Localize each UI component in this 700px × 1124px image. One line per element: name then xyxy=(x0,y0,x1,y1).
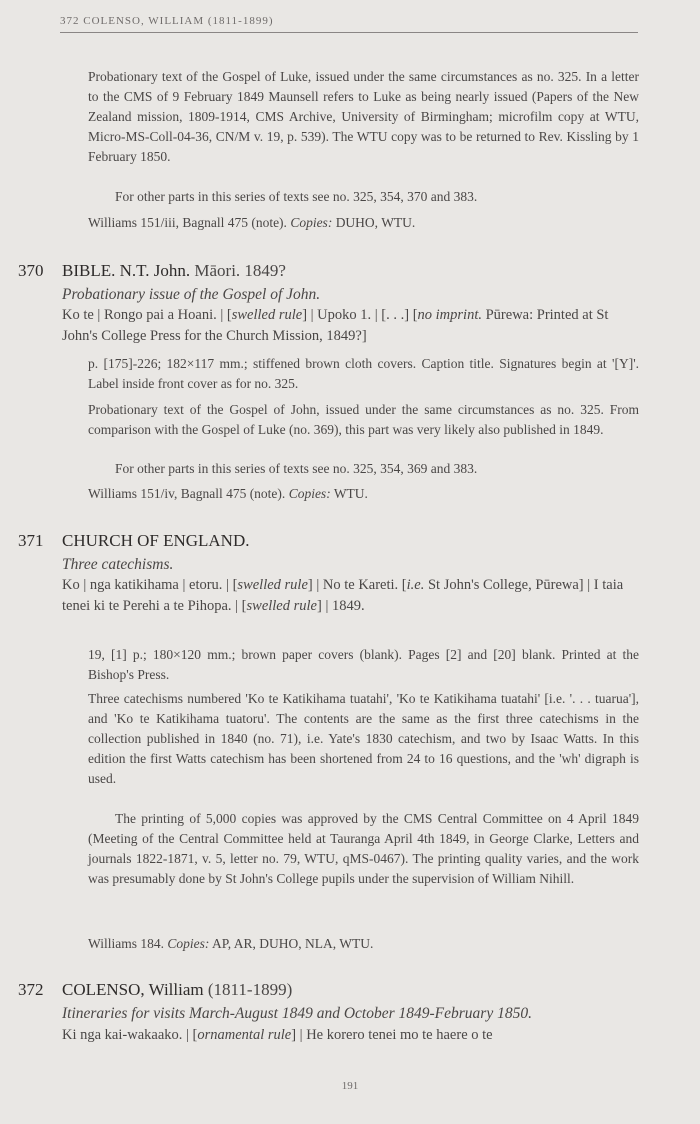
entry-369-note-2: For other parts in this series of texts see no. 325, 354, 370 and 383. xyxy=(115,189,478,204)
tp-text: ] | He korero tenei mo te haere o te xyxy=(291,1027,493,1043)
entry-heading-370 xyxy=(62,261,642,281)
entry-370-references xyxy=(88,484,639,504)
tp-imprint-note: no imprint. xyxy=(417,307,482,323)
tp-text: St John's College, Pūrewa] | I taia tenei ki te Perehi a te Pihopa. | [ xyxy=(62,577,624,614)
refs-text: Williams 151/iv, Bagnall 475 (note). xyxy=(88,486,289,501)
entry-number-372: 372 xyxy=(18,980,44,999)
heading-date: 1849? xyxy=(244,261,286,280)
tp-ie: i.e. xyxy=(406,577,425,593)
entry-title-370: Probationary issue of the Gospel of John. xyxy=(62,286,321,303)
entry-371-note: Three catechisms numbered 'Ko te Katikihama tuatahi', 'Ko te Katikihama tuatahi' [i.e. '. . . tuarua'], and 'Ko te Katikihama tuatoru'. The contents are the same as the first three catechisms in the collection published in 1840 (no. 71), i.e. Yate's 1830 catechism, and two by Isaac Watts. In this edition the first Watts catechism has been shortened from 24 to 16 questions, and the 'wh' digraph is used. xyxy=(88,691,639,786)
title-page-370 xyxy=(62,305,637,347)
copies-label: Copies: xyxy=(167,936,210,951)
entry-371-note-2: The printing of 5,000 copies was approved by the CMS Central Committee on 4 April 1849 (Meeting of the Central Committee held at Tauranga April 4th 1849, in George Clarke, Letters and journals 1822-1871, v. 5, letter no. 79, WTU, qMS-0467). The printing quality varies, and the work was presumably done by St John's College pupils under the supervision of William Nihill. xyxy=(88,811,639,886)
title-page-371 xyxy=(62,575,637,617)
collation-371: 19, [1] p.; 180×120 mm.; brown paper covers (blank). Pages [2] and [20] blank. Printed at the Bishop's Press. xyxy=(88,647,639,682)
entry-369-note: Probationary text of the Gospel of Luke, issued under the same circumstances as no. 325. In a letter to the CMS of 9 February 1849 Maunsell refers to Luke as being nearly issued (Papers of the New Zealand mission, 1809-1914, CMS Archive, University of Birmingham; microfilm copy at WTU, Micro-MS-Coll-04-36, CN/M v. 19, p. 539). The WTU copy was to be returned to Rev. Kissling by 1 February 1850. xyxy=(88,69,639,164)
tp-imprint: Pūrewa: Printed at St John's College Press for the Church Mission, 1849?] xyxy=(62,307,609,344)
running-head: 372 COLENSO, WILLIAM (1811-1899) xyxy=(60,15,274,27)
header-rule xyxy=(60,32,638,33)
tp-text: Ki nga kai-wakaako. | [ xyxy=(62,1027,198,1043)
tp-rule: swelled rule xyxy=(231,307,303,323)
entry-heading-372 xyxy=(62,980,642,1000)
collation-370: p. [175]-226; 182×117 mm.; stiffened brown cloth covers. Caption title. Signatures begin at '[Y]'. Label inside front cover as for no. 325. xyxy=(88,356,639,391)
entry-370-note: Probationary text of the Gospel of John, issued under the same circumstances as no. 325. From comparison with the Gospel of Luke (no. 369), this part was very likely also published in 1849. xyxy=(88,402,639,437)
title-page-372 xyxy=(62,1025,637,1046)
tp-text: Ko | nga katikihama | etoru. | [ xyxy=(62,577,238,593)
tp-rule: ornamental rule xyxy=(197,1027,292,1043)
entry-370-note-2: For other parts in this series of texts see no. 325, 354, 369 and 383. xyxy=(115,461,478,476)
entry-heading-371: CHURCH OF ENGLAND. xyxy=(62,531,250,550)
entry-title-372: Itineraries for visits March-August 1849 and October 1849-February 1850. xyxy=(62,1005,532,1022)
tp-date: ] | 1849. xyxy=(316,598,365,614)
entry-369-references xyxy=(88,213,639,233)
copies-list: WTU. xyxy=(330,486,368,501)
tp-text: Ko te | Rongo pai a Hoani. | [ xyxy=(62,307,232,323)
copies-list: DUHO, WTU. xyxy=(332,215,416,230)
refs-text: Williams 151/iii, Bagnall 475 (note). xyxy=(88,215,291,230)
heading-language: Māori. xyxy=(194,261,241,280)
tp-rule: swelled rule xyxy=(237,577,308,593)
tp-text: ] | Upoko 1. | [. . .] [ xyxy=(302,307,418,323)
entry-title-371: Three catechisms. xyxy=(62,556,174,573)
copies-list: AP, AR, DUHO, NLA, WTU. xyxy=(209,936,374,951)
page-number: 191 xyxy=(341,1080,359,1092)
heading-date: (1811-1899) xyxy=(207,980,293,999)
entry-number-370: 370 xyxy=(18,261,44,280)
tp-rule: swelled rule xyxy=(246,598,317,614)
heading-text: BIBLE. N.T. John. xyxy=(62,261,191,280)
heading-text: COLENSO, William xyxy=(62,980,204,999)
entry-number-371: 371 xyxy=(18,531,44,550)
tp-text: ] | No te Kareti. [ xyxy=(307,577,407,593)
copies-label: Copies: xyxy=(290,215,333,230)
copies-label: Copies: xyxy=(288,486,331,501)
entry-371-references xyxy=(88,934,639,954)
refs-text: Williams 184. xyxy=(88,936,168,951)
